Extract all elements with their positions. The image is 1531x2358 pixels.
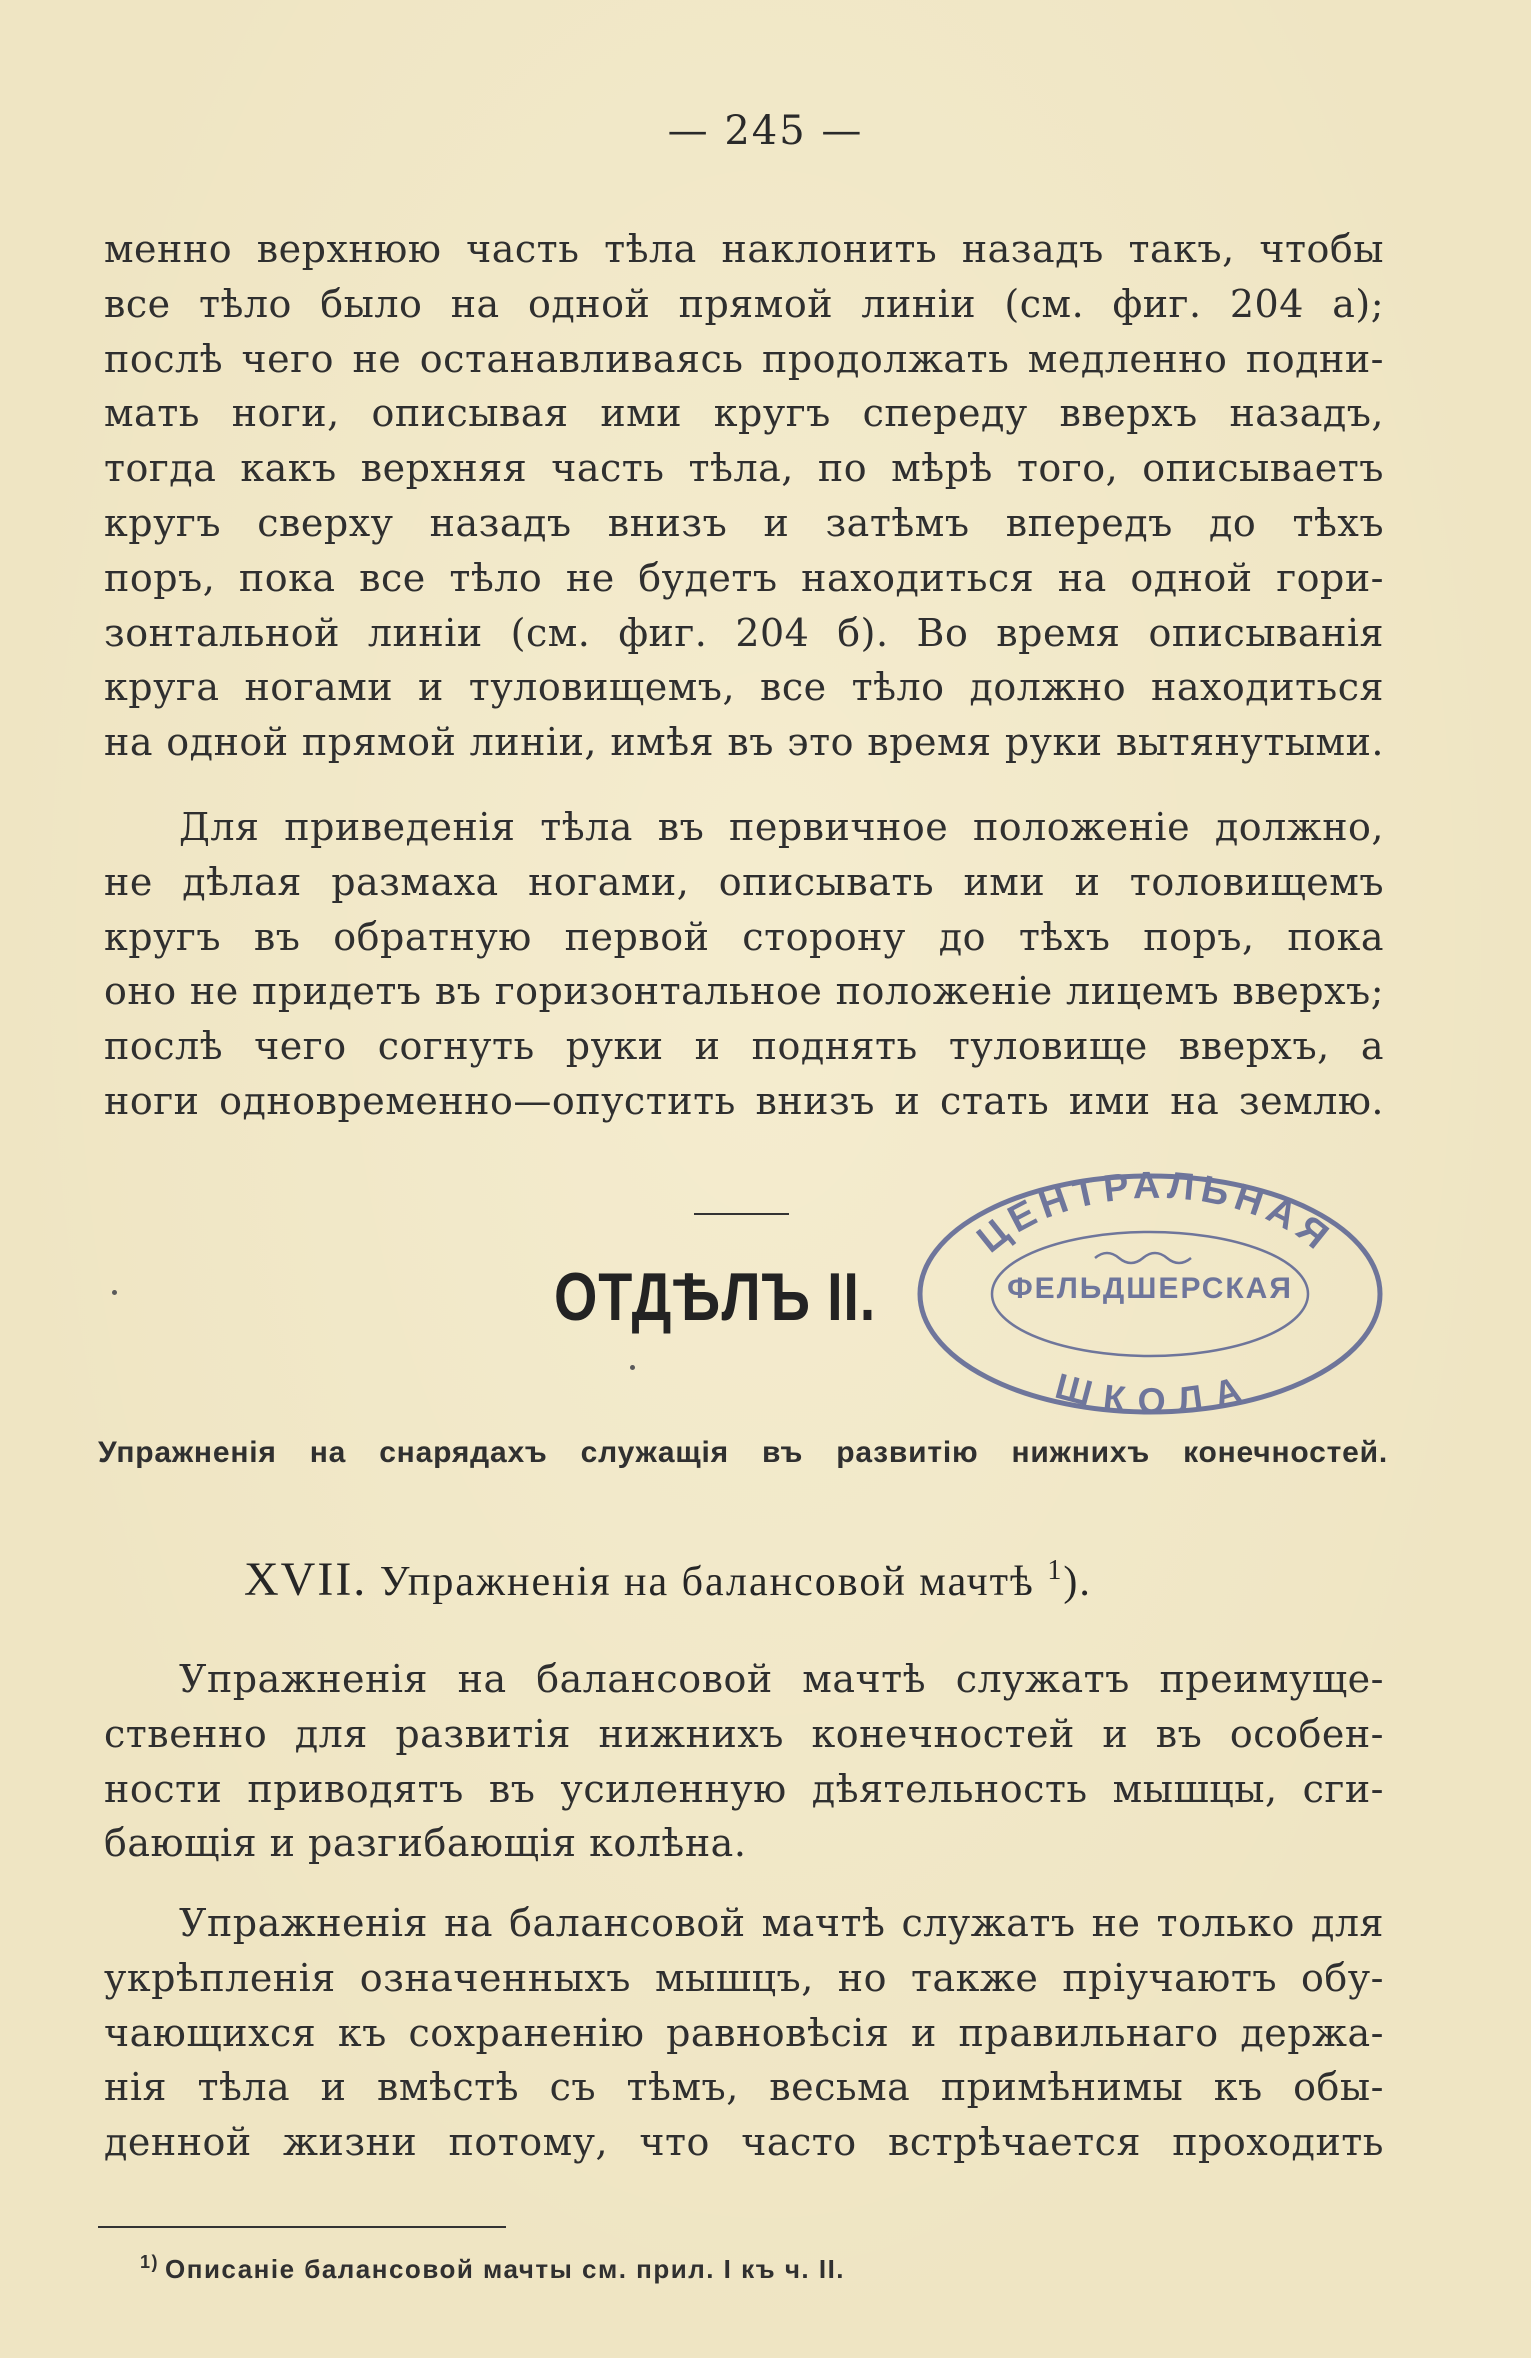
section-subtitle: Упражненія на снарядахъ служащія въ развитію нижнихъ конечностей. xyxy=(98,1436,1388,1469)
text-line: не дѣлая размаха ногами, описывать ими и толовищемъ xyxy=(104,859,1384,904)
chapter-title-closing: ). xyxy=(1063,1559,1092,1605)
stamp-bottom-text: ШКОЛА xyxy=(1051,1364,1259,1422)
text-line: круга ногами и туловищемъ, все тѣло должно находиться xyxy=(104,665,1384,710)
text-line: поръ, пока все тѣло не будетъ находиться на одной гори- xyxy=(104,555,1384,600)
text-line: мать ноги, описывая ими кругъ спереду вверхъ назадъ, xyxy=(104,391,1384,436)
text-line: послѣ чего не останавливаясь продолжать медленно подни- xyxy=(104,336,1384,381)
text-line: укрѣпленія означенныхъ мышцъ, но также пріучаютъ обу- xyxy=(104,1955,1384,2000)
footnote-text: Описаніе балансовой мачты см. прил. I къ ч. II. xyxy=(165,2254,846,2284)
text-line: денной жизни потому, что часто встрѣчается проходить xyxy=(104,2120,1384,2165)
footnote-mark: 1) xyxy=(140,2252,160,2272)
text-line: кругъ сверху назадъ внизъ и затѣмъ впередъ до тѣхъ xyxy=(104,500,1384,545)
text-line: ности приводятъ въ усиленную дѣятельность мышцы, сги- xyxy=(104,1766,1384,1811)
text-line: тогда какъ верхняя часть тѣла, по мѣрѣ того, описываетъ xyxy=(104,446,1384,491)
text-line: на одной прямой линіи, имѣя въ это время руки вытянутыми. xyxy=(104,720,1384,765)
section-title: ОТДѢЛЪ II. xyxy=(554,1259,877,1335)
page-number: — 245 — xyxy=(667,108,864,154)
chapter-number: XVII. xyxy=(244,1553,368,1606)
text-line: послѣ чего согнуть руки и поднять туловище вверхъ, а xyxy=(104,1024,1384,1069)
text-line: зонтальной линіи (см. фиг. 204 б). Во время описыванія xyxy=(104,610,1384,655)
text-line: ноги одновременно—опустить внизъ и стать ими на землю. xyxy=(104,1078,1384,1123)
chapter-title-text: Упражненія на балансовой мачтѣ xyxy=(379,1559,1035,1605)
stamp-middle-text: ФЕЛЬДШЕРСКАЯ xyxy=(1007,1272,1293,1305)
paragraph-mast-benefits xyxy=(104,1896,1384,2170)
text-line: нія тѣла и вмѣстѣ съ тѣмъ, весьма примѣнимы къ обы- xyxy=(104,2065,1384,2110)
footnote xyxy=(140,2252,845,2285)
paragraph-continued xyxy=(104,222,1384,770)
paragraph-mast-purpose xyxy=(104,1652,1384,1871)
text-line: ственно для развитія нижнихъ конечностей и въ особен- xyxy=(104,1711,1384,1756)
text-line: все тѣло было на одной прямой линіи (см. фиг. 204 а); xyxy=(104,281,1384,326)
stamp-top-text: ЦЕНТРАЛЬНАЯ xyxy=(969,1164,1341,1262)
svg-text:ШКОЛА xyxy=(1051,1365,1259,1422)
text-line: Упражненія на балансовой мачтѣ служатъ не только для xyxy=(179,1901,1384,1945)
text-line: Для приведенія тѣла въ первичное положеніе должно, xyxy=(179,805,1384,849)
text-line: оно не придетъ въ горизонтальное положеніе лицемъ вверхъ; xyxy=(104,969,1384,1014)
chapter-footnote-mark: 1 xyxy=(1047,1555,1064,1586)
library-stamp xyxy=(905,1163,1395,1425)
text-line: бающія и разгибающія колѣна. xyxy=(104,1821,747,1866)
print-speck xyxy=(630,1365,635,1370)
text-line: кругъ въ обратную первой сторону до тѣхъ поръ, пока xyxy=(104,914,1384,959)
print-speck xyxy=(112,1290,117,1295)
text-line: менно верхнюю часть тѣла наклонить назадъ такъ, чтобы xyxy=(104,227,1384,271)
footnote-divider xyxy=(98,2226,506,2228)
section-divider xyxy=(694,1213,789,1215)
paragraph-return-position xyxy=(104,800,1384,1129)
chapter-title xyxy=(244,1552,1092,1607)
svg-text:ЦЕНТРАЛЬНАЯ xyxy=(970,1165,1341,1262)
text-line: чающихся къ сохраненію равновѣсія и правильнаго держа- xyxy=(104,2010,1384,2055)
text-line: Упражненія на балансовой мачтѣ служатъ преимуще- xyxy=(179,1657,1384,1701)
